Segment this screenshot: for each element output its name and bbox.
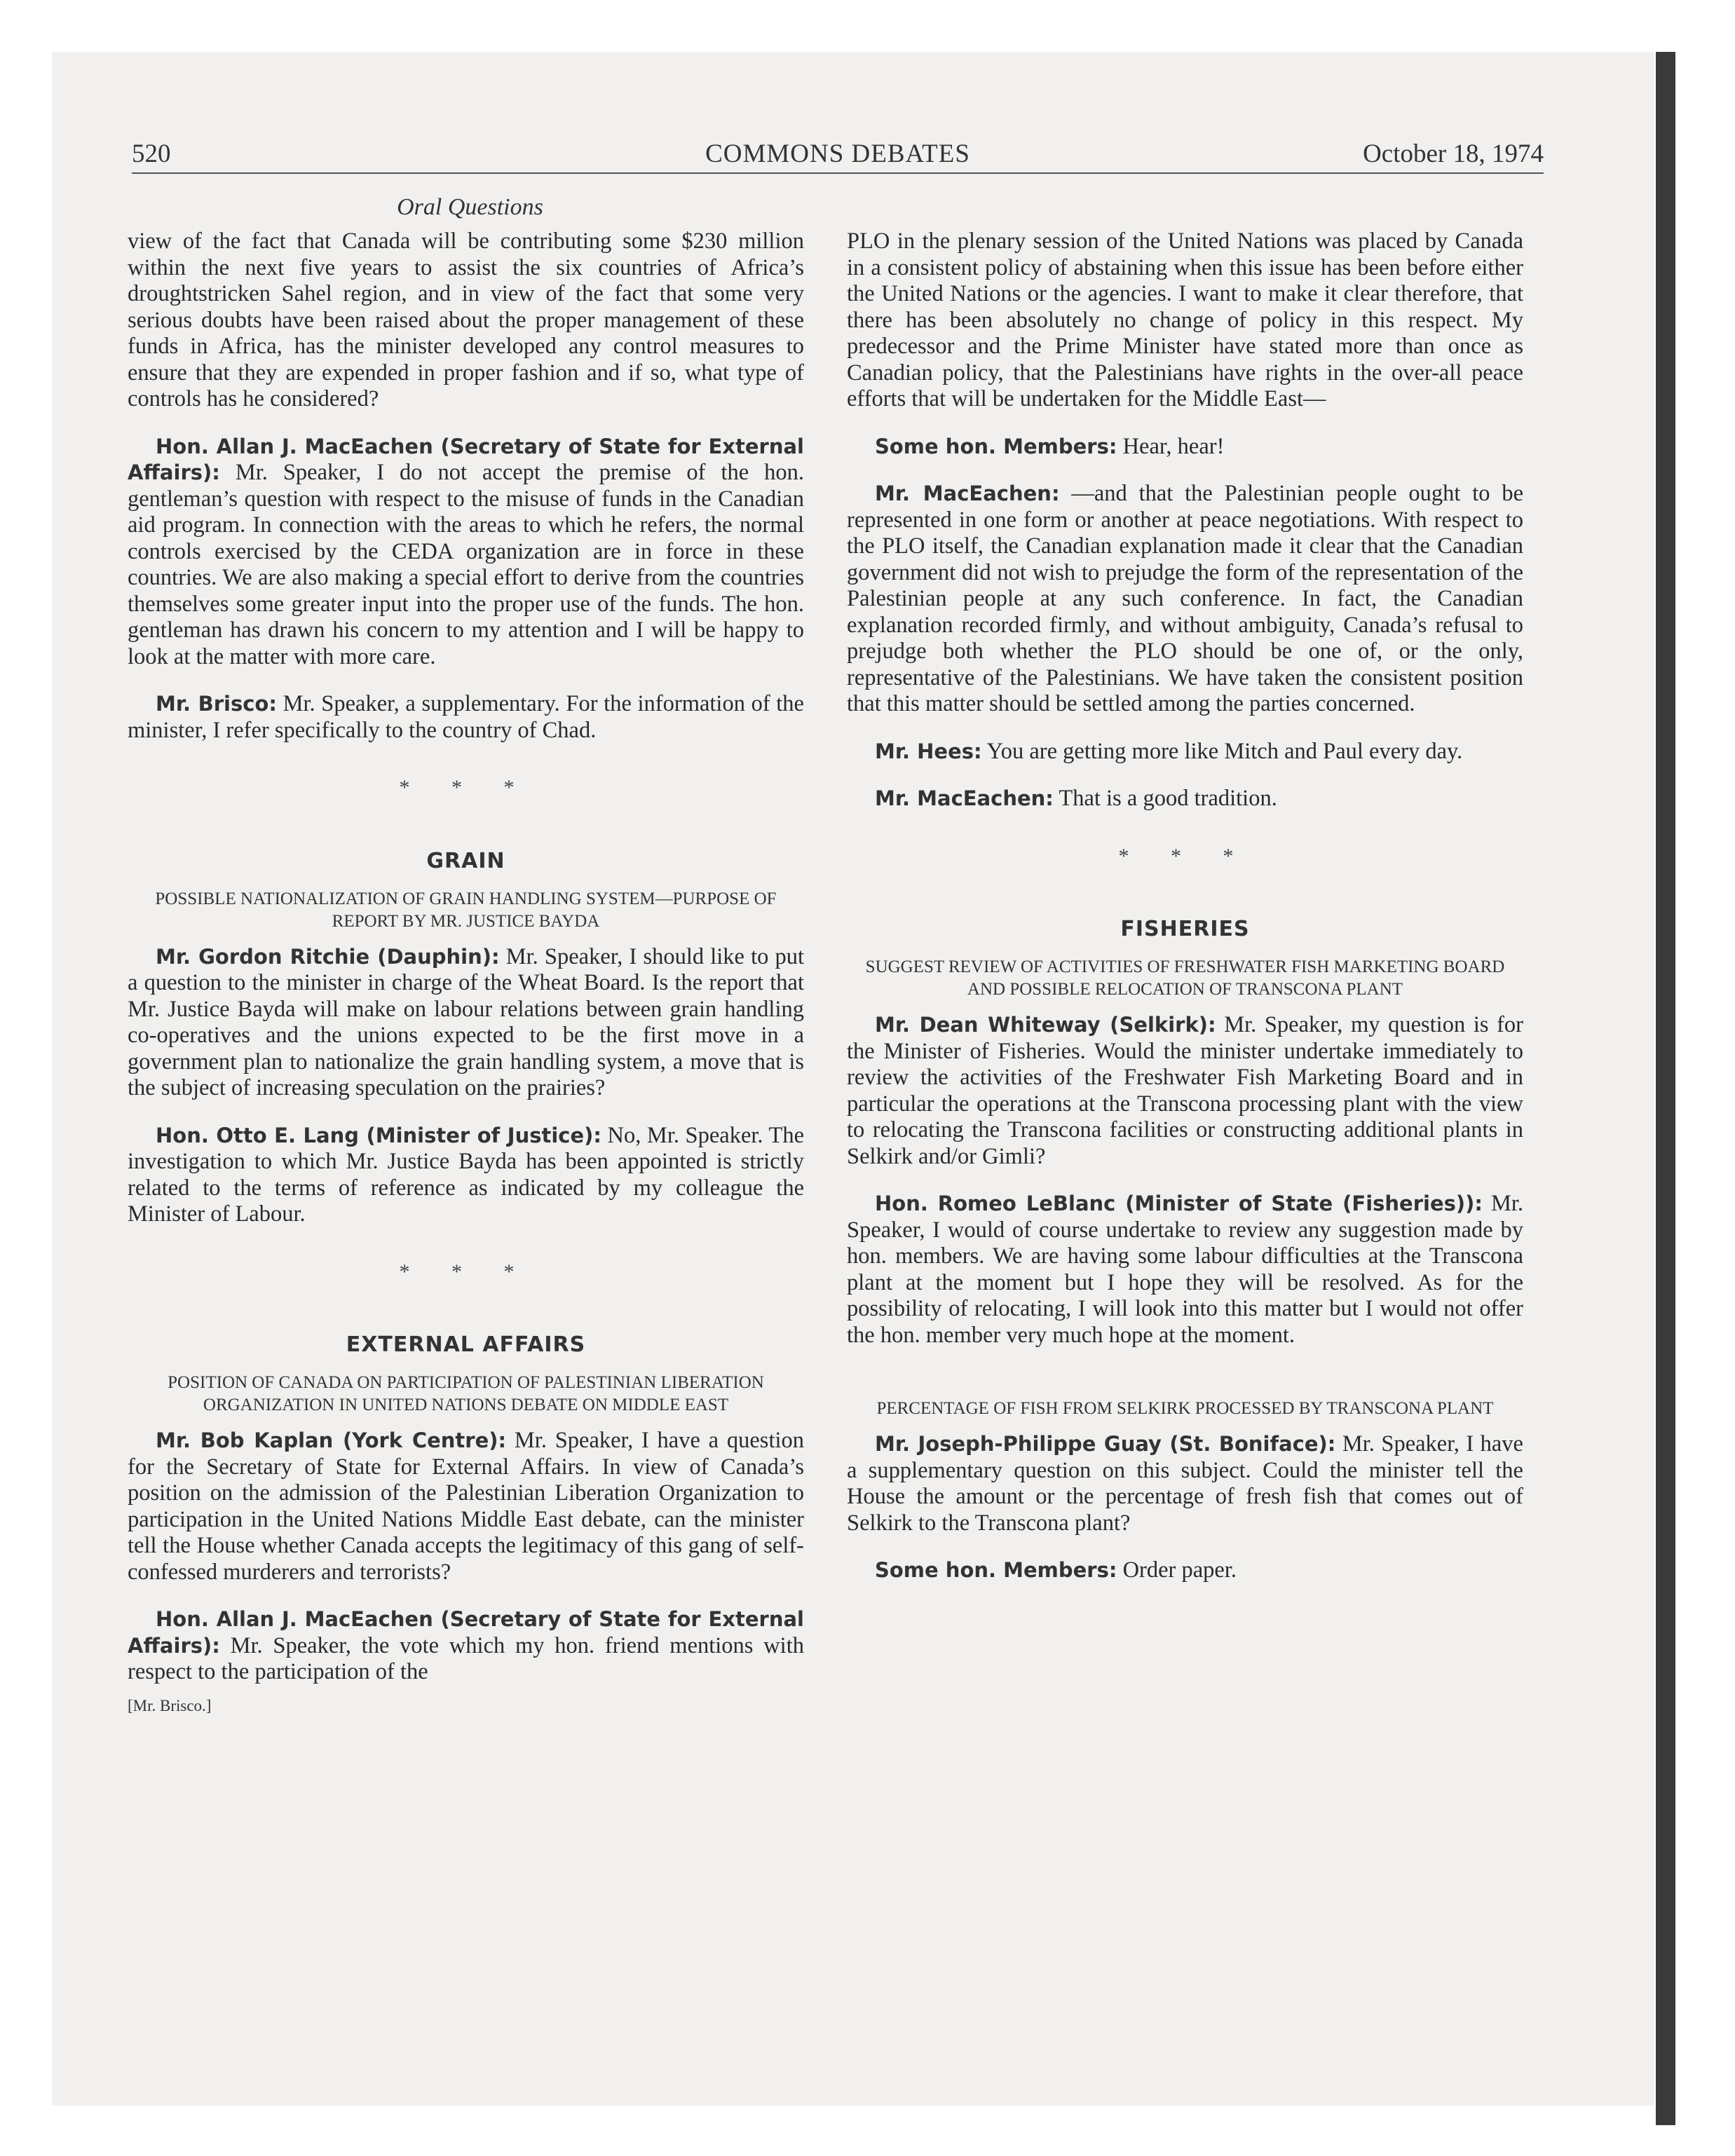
- speaker-name: Mr. Dean Whiteway (Selkirk):: [875, 1013, 1216, 1037]
- speaker-name: Mr. Gordon Ritchie (Dauphin):: [156, 944, 500, 969]
- section-heading: GRAIN: [426, 848, 505, 873]
- speech-text: Order paper.: [1117, 1557, 1237, 1583]
- speech-paragraph: [128, 1428, 804, 1585]
- speech-text: Mr. Speaker, I should like to put a question to the minister in charge of the Wheat Board. Is the report that Mr. Justice Bayda will make on labour relations between grain handling co-operatives and the unions expected to be the first move in a government plan to nationalize the grain handling system, a move that is the subject of increasing speculation on the prairies?: [128, 943, 805, 1100]
- running-head: Oral Questions: [397, 194, 543, 220]
- speaker-name: Mr. MacEachen:: [875, 786, 1054, 810]
- scan-binding-edge: [1656, 52, 1675, 2125]
- speech-paragraph: [847, 786, 1523, 812]
- header-rule: [132, 172, 1544, 174]
- speaker-name: Hon. Otto E. Lang (Minister of Justice):: [156, 1123, 601, 1147]
- speech-paragraph: [847, 739, 1523, 765]
- paragraph: PLO in the plenary session of the United Nations was placed by Canada in a consistent policy of abstaining when this issue has been before either the United Nations or the agencies. I want to make it clear therefore, that there has been absolutely no change of policy in this respect. My predecessor and the Prime Minister have stated more than once as Canadian policy, that the Palestinians have rights in the over-all peace efforts that will be undertaken for the Middle East—: [847, 228, 1523, 411]
- right-column: [847, 228, 1523, 1605]
- speaker-name: Some hon. Members:: [875, 1558, 1117, 1582]
- subsection-heading: POSITION OF CANADA ON PARTICIPATION OF PALESTINIAN LIBERATION ORGANIZATION IN UNITED NATIONS DEBATE ON MIDDLE EAST: [168, 1373, 764, 1414]
- speech-text: Mr. Speaker, my question is for the Minister of Fisheries. Would the minister undertake immediately to review the activities of the Freshwater Fish Marketing Board and in particular the operations at the Transcona processing plant with the view to relocating the Transcona facilities or constructing additional plants in Selkirk and/or Gimli?: [847, 1012, 1523, 1169]
- speech-paragraph: [847, 434, 1523, 460]
- section-separator: * * *: [399, 776, 533, 799]
- speech-paragraph: [128, 944, 804, 1102]
- speech-paragraph: [847, 1012, 1523, 1170]
- page-number: 520: [132, 139, 171, 168]
- speaker-name: Some hon. Members:: [875, 434, 1117, 458]
- issue-date: October 18, 1974: [1363, 139, 1544, 168]
- speech-paragraph: [128, 1123, 804, 1228]
- section-heading: EXTERNAL AFFAIRS: [346, 1332, 586, 1357]
- speech-text: That is a good tradition.: [1053, 786, 1277, 811]
- speech-text: Mr. Speaker, a supplementary. For the information of the minister, I refer specifically to the country of Chad.: [128, 691, 804, 743]
- speech-paragraph: [128, 434, 804, 671]
- speech-paragraph: [128, 691, 804, 744]
- speech-text: Mr. Speaker, I have a question for the Secretary of State for External Affairs. In view of Canada’s position on the admission of the Palestinian Liberation Organization to participation in the United Nations Middle East debate, can the minister tell the House whether Canada accepts the legitimacy of this gang of self-confessed murderers and terrorists?: [128, 1428, 804, 1585]
- speech-paragraph: [847, 1431, 1523, 1536]
- paragraph: view of the fact that Canada will be contributing some $230 million within the next five years to assist the six countries of Africa’s droughtstricken Sahel region, and in view of the fact that some very serious doubts have been raised about the proper management of these funds in Africa, has the minister developed any control measures to ensure that they are expended in proper fashion and if so, what type of controls has he considered?: [128, 228, 804, 411]
- left-column: [128, 228, 804, 1717]
- speaker-name: Mr. Joseph-Philippe Guay (St. Boniface):: [875, 1432, 1336, 1456]
- section-separator: * * *: [399, 1260, 533, 1283]
- subsection-heading: PERCENTAGE OF FISH FROM SELKIRK PROCESSED BY TRANSCONA PLANT: [876, 1399, 1494, 1418]
- speech-text: Mr. Speaker, I do not accept the premise of the hon. gentleman’s question with respect to the misuse of funds in the Canadian aid program. In connection with the areas to which he refers, the normal controls exercised by the CEDA organization are in force in these countries. We are also making a special effort to derive from the countries themselves some greater input into the proper use of the funds. The hon. gentleman has drawn his concern to my attention and I will be happy to look at the matter with more care.: [128, 460, 804, 669]
- speech-text: You are getting more like Mitch and Paul every day.: [981, 738, 1463, 764]
- speech-paragraph: [847, 1191, 1523, 1349]
- subsection-heading: POSSIBLE NATIONALIZATION OF GRAIN HANDLING SYSTEM—PURPOSE OF REPORT BY MR. JUSTICE BAYDA: [155, 889, 777, 931]
- speaker-footnote: [Mr. Brisco.]: [128, 1696, 212, 1714]
- speaker-name: Hon. Allan J. MacEachen (Secretary of State for External Affairs):: [128, 434, 804, 484]
- speech-text: Mr. Speaker, I have a supplementary question on this subject. Could the minister tell the House the amount or the percentage of fresh fish that comes out of Selkirk to the Transcona plant?: [847, 1431, 1523, 1536]
- speech-paragraph: [847, 1557, 1523, 1584]
- publication-title: COMMONS DEBATES: [705, 139, 970, 168]
- section-heading: FISHERIES: [1120, 917, 1250, 941]
- speaker-name: Mr. MacEachen:: [875, 482, 1060, 505]
- section-separator: * * *: [1118, 844, 1252, 868]
- speech-text: Hear, hear!: [1117, 433, 1225, 459]
- page-header: [132, 137, 1544, 171]
- subsection-heading: SUGGEST REVIEW OF ACTIVITIES OF FRESHWATER FISH MARKETING BOARD AND POSSIBLE RELOCATION OF TRANSCONA PLANT: [865, 957, 1505, 999]
- speaker-name: Hon. Allan J. MacEachen (Secretary of State for External Affairs):: [128, 1607, 804, 1658]
- speech-paragraph: [128, 1606, 804, 1686]
- speaker-name: Mr. Hees:: [875, 739, 982, 763]
- speech-text: —and that the Palestinian people ought to be represented in one form or another at peace negotiations. With respect to the PLO itself, the Canadian explanation made it clear that the Canadian government did not wish to prejudge the form of the representation of the Palestinian people at any such conference. In fact, the Canadian explanation recorded firmly, and without ambiguity, Canada’s refusal to prejudge both whether the PLO should be one of, or the only, representative of the Palestinians. We have taken the consistent position that this matter should be settled among the parties concerned.: [847, 481, 1524, 716]
- speaker-name: Mr. Brisco:: [156, 692, 277, 716]
- speaker-name: Hon. Romeo LeBlanc (Minister of State (Fisheries)):: [875, 1192, 1483, 1215]
- speech-paragraph: [847, 481, 1523, 718]
- speech-text: No, Mr. Speaker. The investigation to which Mr. Justice Bayda has been appointed is strictly related to the terms of reference as indicated by my colleague the Minister of Labour.: [128, 1122, 805, 1227]
- speech-text: Mr. Speaker, the vote which my hon. friend mentions with respect to the participation of the: [128, 1632, 804, 1684]
- speaker-name: Mr. Bob Kaplan (York Centre):: [156, 1428, 507, 1452]
- speech-text: Mr. Speaker, I would of course undertake to review any suggestion made by hon. members. We are having some labour difficulties at the Transcona plant at the moment but I hope they will be resolved. As for the possibility of relocating, I will look into this matter but I would not offer the hon. member very much hope at the moment.: [847, 1191, 1523, 1348]
